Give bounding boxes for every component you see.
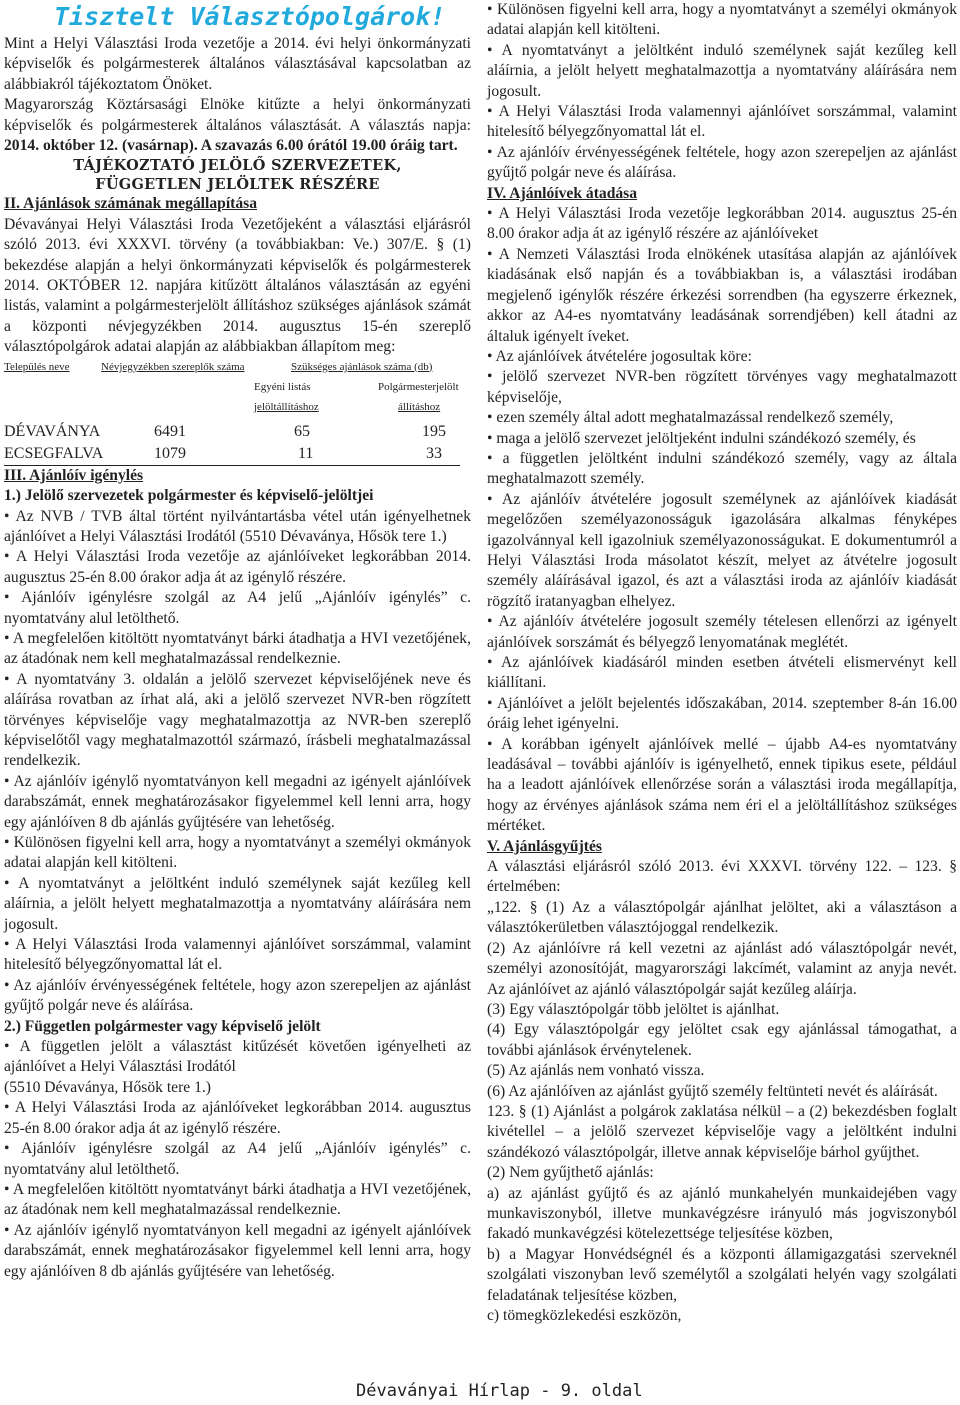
section-3-heading: III. Ajánlóív igénylés bbox=[4, 466, 144, 484]
section-3-subheading-2: 2.) Független polgármester vagy képviselő jelölt bbox=[4, 1017, 321, 1035]
paragraph: (3) Egy választópolgár több jelöltet is ajánlhat. bbox=[487, 1000, 780, 1018]
paragraph: (2) Nem gyűjthető ajánlás: bbox=[487, 1164, 654, 1182]
right-column bbox=[487, 0, 957, 1326]
list-item: • A Nemzeti Választási Iroda elnökének utasítása alapján az ajánlóívek kiadásának első napján és a továbbiakban is, a választási irodában megjelenő igénylők részére érkezési sorrendben (ha egyszerre érkeznek, akkor az A4-es nyomtatvány leadásának sorrendjében) kell átadni az általuk igényelt íveket. bbox=[487, 245, 957, 345]
list-item: • A nyomtatványt a jelöltként induló személynek saját kezűleg kell aláírnia, a jelölt helyett meghatalmazottja a nyomtatvány aláírására nem jogosult. bbox=[4, 874, 471, 933]
header-voters: Névjegyzékben szereplők száma bbox=[101, 360, 245, 373]
header-settlement: Település neve bbox=[4, 360, 70, 373]
paragraph: b) a Magyar Honvédségnél és a központi államigazgatási szerveknél szolgálati viszonyban levő személytől a szolgálati helyén vagy szolgálati feladatának teljesítése közben, bbox=[487, 1245, 957, 1304]
paragraph: (6) Az ajánlóíven az ajánlást gyűjtő személy feltünteti nevét és aláírását. bbox=[487, 1082, 938, 1100]
sub-individual: Egyéni listás bbox=[254, 380, 311, 393]
sub-mayor: Polgármesterjelölt bbox=[378, 380, 459, 393]
section-3-subheading: 1.) Jelölő szervezetek polgármester és képviselő-jelöltjei bbox=[4, 487, 374, 505]
list-item: • Ajánlóív igénylésre szolgál az A4 jelű „Ajánlóív igénylés” c. nyomtatvány alul letölthető. bbox=[4, 589, 471, 627]
election-date: 2014. október 12. (vasárnap). A szavazás 6.00 órától 19.00 óráig tart. bbox=[4, 137, 458, 155]
list-item: • ezen személy által adott meghatalmazással rendelkező személy, bbox=[487, 409, 894, 427]
list-item: • A nyomtatvány 3. oldalán a jelölő szervezet képviselőjének neve és aláírása rovatban az írhat alá, aki a jelölő szervezet NVR-ben rögzített törvényes képviselője vagy meghatalmazottja az NVR-ben szereplő képviselőtől vagy meghatalmazottól származó, írásbeli meghatalmazással rendelkezik. bbox=[4, 670, 471, 770]
sub-individual-2: jelöltállításhoz bbox=[254, 400, 319, 413]
intro-paragraph-1: Mint a Helyi Választási Iroda vezetője a 2014. évi helyi önkormányzati képviselők és polgármesterek általános választásával kapcsolatban az alábbiakról tájékoztatom Önöket. bbox=[4, 35, 471, 93]
list-item: • Különösen figyelni kell arra, hogy a nyomtatványt a személyi okmányok adatai alapján kell kitölteni. bbox=[487, 1, 957, 39]
paragraph: A választási eljárásról szóló 2013. évi XXXVI. törvény 122. – 123. § értelmében: bbox=[487, 858, 957, 896]
paragraph: (2) Az ajánlóívre rá kell vezetni az ajánlást adó választópolgár nevét, személyi azonosítóját, magyarországi lakcímét, valamint az anyja nevét. Az ajánlóívet az ajánló választópolgár saját kezűleg aláírja. bbox=[487, 939, 957, 998]
notice-caption-1: TÁJÉKOZTATÓ JELÖLŐ SZERVEZETEK, bbox=[73, 157, 402, 175]
section-5-heading: V. Ajánlásgyűjtés bbox=[487, 837, 602, 855]
section-2-text: Dévaványai Helyi Választási Iroda Vezetőjeként a választási eljárásról szóló 2013. évi XXXVI. törvény (a továbbiakban: Ve.) 307/E. § (1) bekezdése alapján a helyi önkormányzati képviselők és polgármesterek 2014. OKTÓBER 12. napjára kitűzött általános választásán az egyéni listás, valamint a polgármesterjelölt állításhoz szükséges ajánlások számát a központi névjegyzékben 2014. augusztus 15-én szereplő választópolgárok adatai alapján az alábbiakban állapítom meg: bbox=[4, 215, 471, 356]
paragraph: (5) Az ajánlás nem vonható vissza. bbox=[487, 1062, 705, 1080]
table-row: ECSEGFALVA 1079 11 33 bbox=[4, 443, 460, 466]
list-item: • A korábban igényelt ajánlóívek mellé – újabb A4-es nyomtatvány leadásával – további ajánlóív is igényelhető, ennek tipikus esete, például ha a leadott ajánlóívek ellenőrzése során a választási iroda megállapítja, hogy az érvényes ajánlások száma nem éri el a jelöltállításhoz szükséges mértéket. bbox=[487, 735, 957, 835]
list-item: (5510 Dévaványa, Hősök tere 1.) bbox=[4, 1078, 211, 1096]
list-item: • Az ajánlóívek kiadásáról minden esetben átvételi elismervényt kell kiállítani. bbox=[487, 654, 957, 692]
table-row: DÉVAVÁNYA 6491 65 195 bbox=[4, 422, 446, 440]
left-column bbox=[4, 0, 471, 1282]
list-item: • Az ajánlóív átvételére jogosult személynek az ajánlóívek kiadását megelőzően személyazonosságuk igazolására alkalmas fényképes igazolvánnyal kell igazolniuk személyazonosságukat. E dokumentumról a Helyi Választási Iroda másolatot készít, melyet az átvételre jogosult személy aláírásával igazol, és azt a választási iroda az ajánlóív kiadását rögzítő iratanyagban elhelyez. bbox=[487, 490, 957, 610]
list-item: • A független jelölt a választást kitűzését követően igényelheti az ajánlóívet a Helyi Választási Irodától bbox=[4, 1038, 471, 1076]
list-item: • maga a jelölő szervezet jelöltjeként indulni szándékozó személy, és bbox=[487, 429, 916, 447]
list-item: • Különösen figyelni kell arra, hogy a nyomtatványt a személyi okmányok adatai alapján kell kitölteni. bbox=[4, 834, 471, 872]
paragraph: „122. § (1) Az a választópolgár ajánlhat jelöltet, aki a választáson a választókerületben választójoggal rendelkezik. bbox=[487, 898, 957, 937]
list-item: • a független jelöltként indulni szándékozó személy, vagy az általa meghatalmazott személy. bbox=[487, 449, 957, 488]
list-item: • Ajánlóív igénylésre szolgál az A4 jelű „Ajánlóív igénylés” c. nyomtatvány alul letölthető. bbox=[4, 1140, 471, 1178]
list-item: • A megfelelően kitöltött nyomtatványt bárki átadhatja a HVI vezetőjének, az átadónak nem kell meghatalmazással rendelkeznie. bbox=[4, 629, 471, 668]
header-required: Szükséges ajánlások száma (db) bbox=[291, 360, 433, 373]
list-item: • Az ajánlóív igénylő nyomtatványon kell megadni az igényelt ajánlóívek darabszámát, ennek meghatározásakor figyelemmel kell lenni arra, hogy egy ajánlóíven 8 db ajánlás gyűjtésére van lehetőség. bbox=[4, 1221, 471, 1280]
list-item: • A Helyi Választási Iroda vezetője az ajánlóíveket legkorábban 2014. augusztus 25-én 8.00 órakor adja át az igénylő részére. bbox=[4, 548, 471, 586]
list-item: • A Helyi Választási Iroda az ajánlóíveket legkorábban 2014. augusztus 25-én 8.00 órakor adja át az igénylő részére. bbox=[4, 1099, 471, 1137]
intro-paragraph-2: Magyarország Köztársasági Elnöke kitűzte a helyi önkormányzati képviselők és polgármesterek általános választását. A választás napja: 2014. október 12. (vasárnap). A szavazás 6.00 órától 19.00 óráig tart. bbox=[4, 96, 471, 155]
paragraph: c) tömegközlekedési eszközön, bbox=[487, 1307, 682, 1324]
paragraph: (4) Egy választópolgár egy jelöltet csak egy ajánlással támogathat, a további ajánlások érvénytelenek. bbox=[487, 1021, 957, 1059]
list-item: • jelölő szervezet NVR-ben rögzített törvényes vagy meghatalmazott képviselője, bbox=[487, 368, 957, 406]
list-item: • Az NVB / TVB által történt nyilvántartásba vétel után igényelhetnek ajánlóívet a Helyi Választási Irodától (5510 Dévaványa, Hősök tere 1.) bbox=[4, 507, 471, 545]
list-item: • A Helyi Választási Iroda vezetője legkorábban 2014. augusztus 25-én 8.00 órakor adja át az igénylő részére az ajánlóíveket bbox=[487, 205, 957, 243]
list-item: • Az ajánlóív érvényességének feltétele, hogy azon szerepeljen az ajánlást gyűjtő polgár neve és aláírása. bbox=[487, 143, 957, 182]
list-item: • A megfelelően kitöltött nyomtatványt bárki átadhatja a HVI vezetőjének, az átadónak nem kell meghatalmazással rendelkeznie. bbox=[4, 1180, 471, 1219]
table-header bbox=[4, 358, 471, 377]
paragraph: a) az ajánlást gyűjtő és az ajánló munkahelyén munkaidejében vagy munkaviszonyból, illetve munkavégzésre irányuló más jogviszonyból fakadó munkavégzési kötelezettsége teljesítése közben, bbox=[487, 1184, 957, 1243]
list-item: • A nyomtatványt a jelöltként induló személynek saját kezűleg kell aláírnia, a jelölt helyett meghatalmazottja a nyomtatvány aláírására nem jogosult. bbox=[487, 41, 957, 100]
list-item: • Az ajánlóívek átvételére jogosultak köre: bbox=[487, 347, 752, 365]
list-item: • Az ajánlóív érvényességének feltétele, hogy azon szerepeljen az ajánlást gyűjtő polgár neve és aláírása. bbox=[4, 976, 471, 1015]
list-item: • A Helyi Választási Iroda valamennyi ajánlóívet sorszámmal, valamint hitelesítő bélyegzőnyomattal lát el. bbox=[487, 103, 957, 141]
table-subheader-1 bbox=[4, 377, 471, 399]
list-item: • Ajánlóívet a jelölt bejelentés időszakában, 2014. szeptember 8-án 16.00 óráig lehet igényelni. bbox=[487, 694, 957, 733]
page-title: Tisztelt Választópolgárok! bbox=[54, 2, 446, 31]
list-item: • Az ajánlóív átvételére jogosult személy tételesen ellenőrzi az igényelt ajánlóívek sorszámát és bélyegző lenyomatának meglétét. bbox=[487, 613, 957, 651]
list-item: • A Helyi Választási Iroda valamennyi ajánlóívet sorszámmal, valamint hitelesítő bélyegzőnyomattal lát el. bbox=[4, 936, 471, 974]
page-footer: Dévaványai Hírlap - 9. oldal bbox=[356, 1381, 643, 1401]
section-2-heading: II. Ajánlások számának megállapítása bbox=[4, 195, 258, 213]
list-item: • Az ajánlóív igénylő nyomtatványon kell megadni az igényelt ajánlóívek darabszámát, ennek meghatározásakor figyelemmel kell lenni arra, hogy egy ajánlóíven 8 db ajánlás gyűjtésére van lehetőség. bbox=[4, 772, 471, 831]
notice-caption-2: FÜGGETLEN JELÖLTEK RÉSZÉRE bbox=[95, 176, 380, 194]
section-4-heading: IV. Ajánlóívek átadása bbox=[487, 184, 638, 202]
table-subheader-2 bbox=[4, 399, 471, 421]
paragraph: 123. § (1) Ajánlást a polgárok zaklatása nélkül – a (2) bekezdésben foglalt kivétellel – a jelölő szervezet képviselője vagy a jelöltként indulni szándékozó választópolgár, illetve annak képviselője bárhol gyűjthet. bbox=[487, 1102, 957, 1161]
sub-mayor-2: állításhoz bbox=[398, 400, 441, 413]
